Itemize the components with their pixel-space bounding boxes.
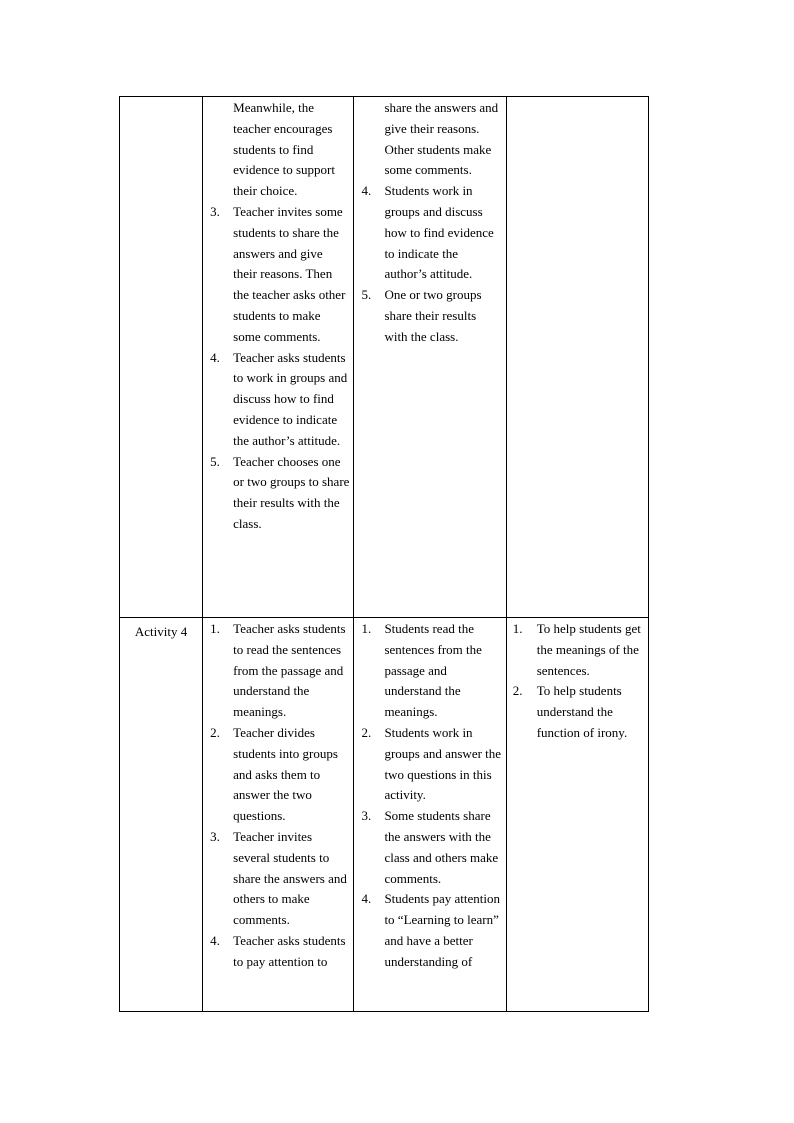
teacher-activity-cell [203, 618, 354, 1012]
list-item [203, 348, 349, 452]
teacher-steps-list [203, 618, 353, 973]
step-text: Teacher asks students to read the sentences from the passage and understand the meanings. [233, 621, 346, 720]
step-text: Teacher chooses one or two groups to share their results with the class. [233, 453, 350, 531]
step-number: 3. [210, 203, 220, 219]
step-number: 5. [210, 453, 220, 469]
student-activity-cell [354, 618, 506, 1012]
step-text: Students work in groups and discuss how to find evidence to indicate the author’s attitude. [384, 183, 494, 282]
list-item [203, 619, 349, 723]
step-number: 1. [210, 621, 220, 636]
step-number: 4. [361, 891, 372, 907]
step-text: Teacher asks students to pay attention to [233, 932, 346, 969]
student-steps-list [354, 97, 505, 348]
step-number: 2. [210, 724, 220, 740]
step-text: Teacher asks students to work in groups and discuss how to find evidence to indicate the author’s attitude. [233, 349, 348, 448]
step-text: Meanwhile, the teacher encourages students to find evidence to support their choice. [233, 100, 335, 199]
step-text: Some students share the answers with the class and others make comments. [384, 808, 499, 886]
lesson-plan-table [119, 96, 649, 1012]
list-item [354, 619, 501, 723]
step-number: 4. [361, 183, 372, 199]
step-number: 3. [361, 808, 372, 824]
list-item [203, 98, 349, 202]
purpose-cell [506, 618, 648, 1012]
activity-label-cell [120, 97, 203, 618]
list-item [203, 827, 349, 931]
list-item [203, 452, 349, 535]
student-activity-cell [354, 97, 506, 618]
step-number: 1. [512, 621, 523, 636]
step-text: To help students understand the function of irony. [536, 683, 628, 740]
list-item [354, 889, 501, 972]
table-row [120, 97, 649, 618]
step-text: Teacher invites some students to share the answers and give their reasons. Then the teacher asks other students to make some comments. [233, 203, 346, 344]
activity-label: Activity 4 [134, 624, 188, 639]
list-item [354, 806, 501, 889]
step-text: Teacher divides students into groups and asks them to answer the two questions. [233, 724, 338, 824]
list-item [203, 931, 349, 973]
step-text: Students pay attention to “Learning to learn” and have a better understanding of [384, 891, 500, 969]
list-item [203, 723, 349, 827]
list-item [354, 723, 501, 806]
student-steps-list [354, 618, 505, 973]
step-text: Teacher invites several students to share the answers and others to make comments. [233, 828, 347, 928]
teacher-activity-cell [203, 97, 354, 618]
step-number: 1. [361, 621, 372, 636]
step-text: To help students get the meanings of the sentences. [536, 621, 641, 678]
activity-label-cell [120, 618, 203, 1012]
teacher-steps-list [203, 97, 353, 535]
list-item [507, 619, 644, 681]
step-number: 4. [210, 349, 220, 365]
step-text: Students work in groups and answer the two questions in this activity. [384, 724, 502, 803]
step-number: 2. [512, 683, 523, 699]
step-number: 5. [361, 287, 372, 303]
table-row [120, 618, 649, 1012]
list-item [507, 681, 644, 743]
step-text: Students read the sentences from the passage and understand the meanings. [384, 621, 482, 720]
list-item [203, 202, 349, 348]
list-item [354, 98, 501, 181]
list-item [354, 285, 501, 347]
step-text: share the answers and give their reasons. Other students make some comments. [384, 100, 499, 178]
purpose-list [507, 618, 648, 744]
purpose-cell [506, 97, 648, 618]
step-text: One or two groups share their results with the class. [384, 287, 482, 344]
step-number: 4. [210, 932, 220, 948]
list-item [354, 181, 501, 285]
step-number: 2. [361, 724, 372, 740]
step-number: 3. [210, 828, 220, 844]
